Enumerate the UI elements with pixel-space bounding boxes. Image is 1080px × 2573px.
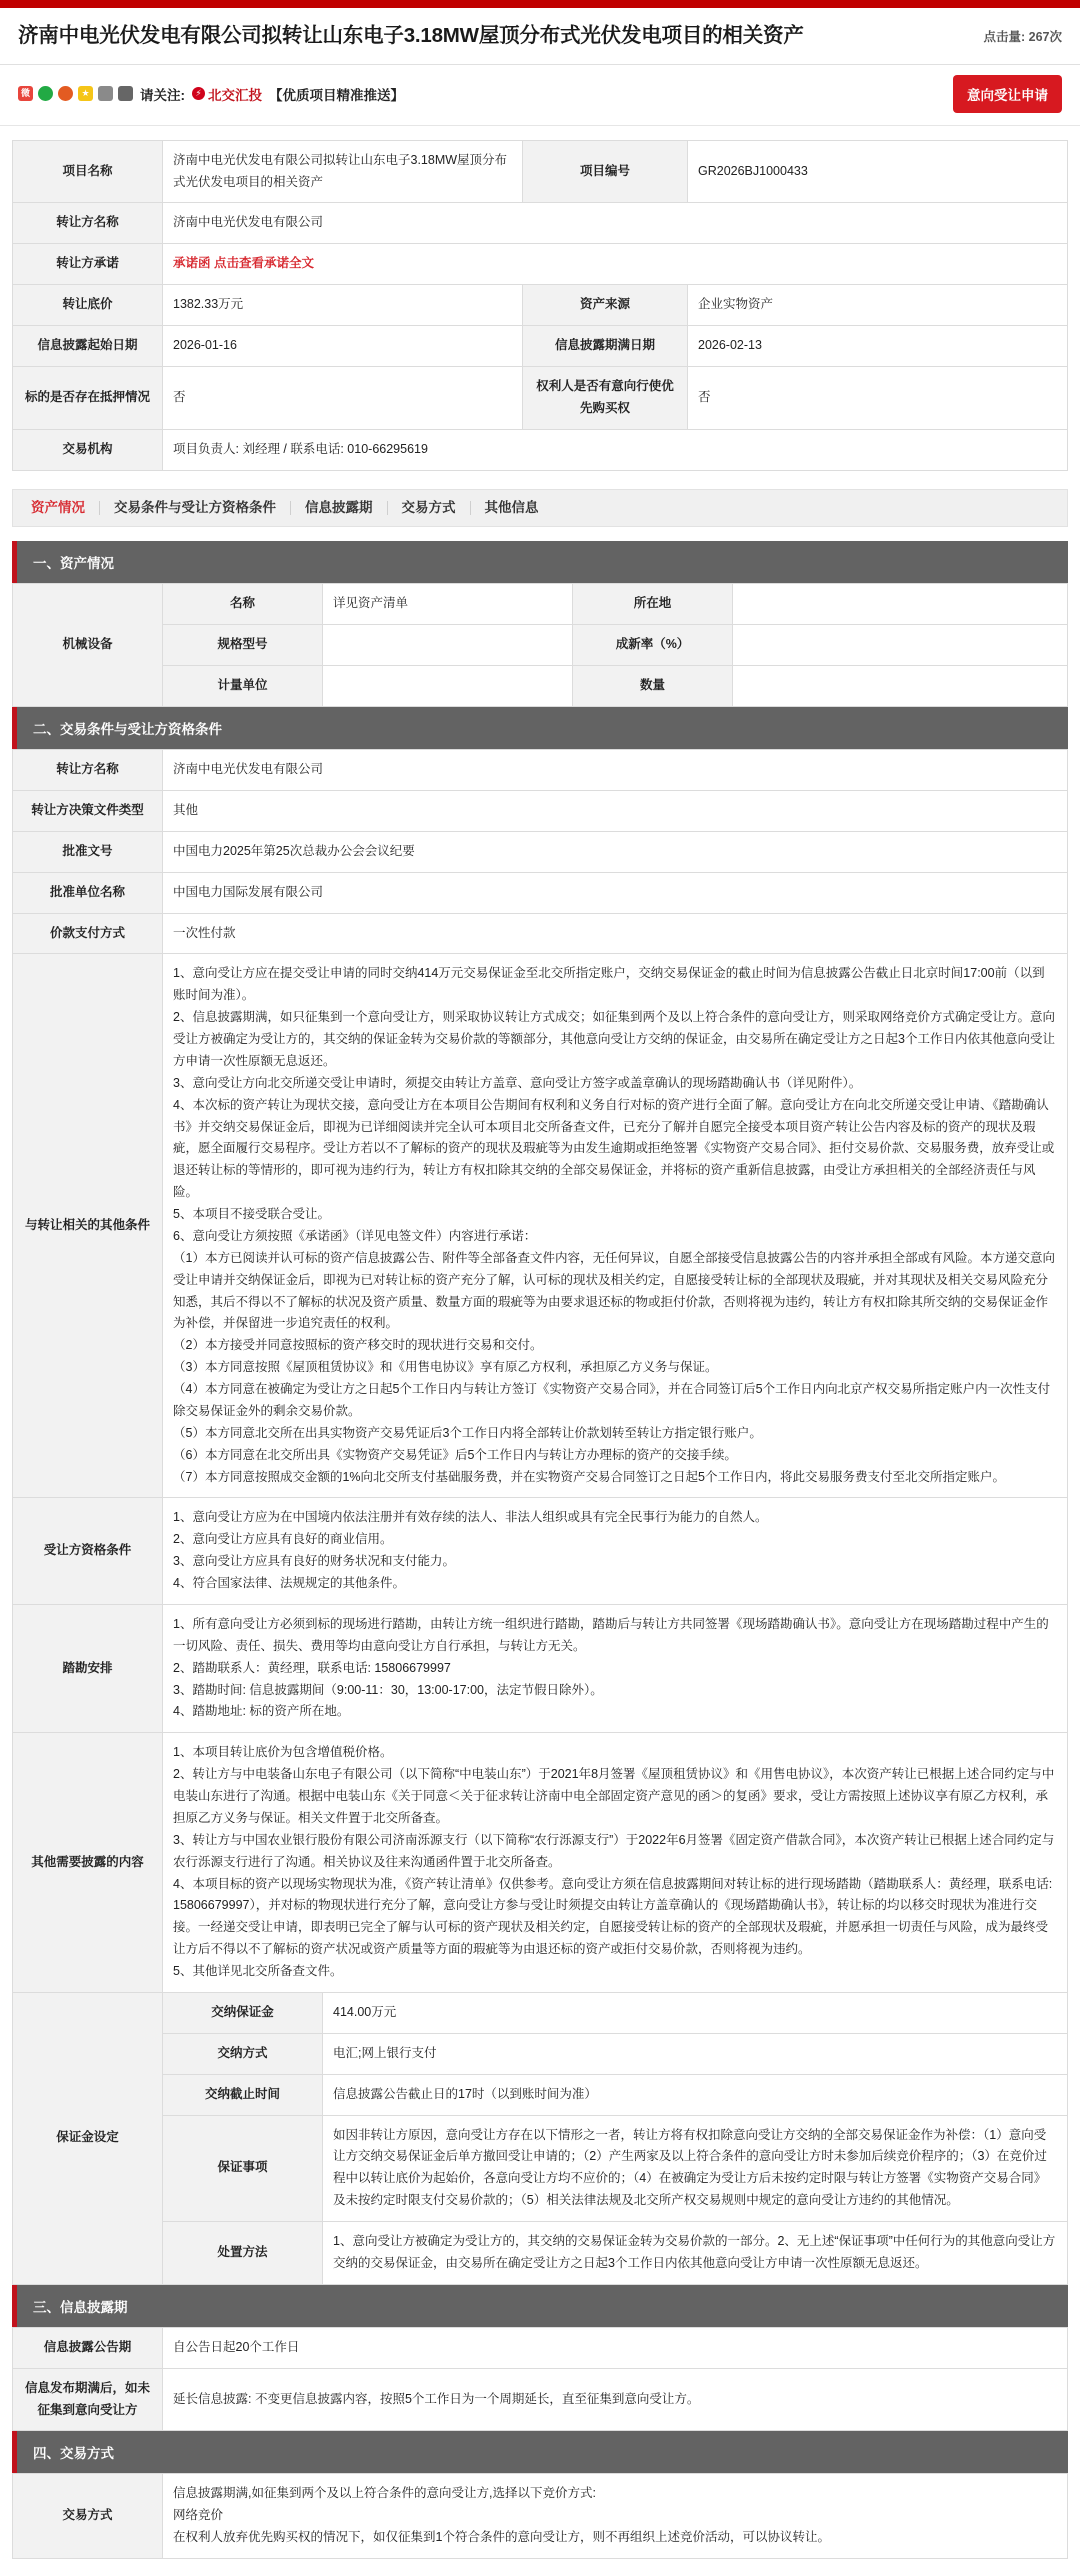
approval-no-label: 批准文号	[13, 831, 163, 872]
table-row	[13, 913, 1068, 954]
table-row	[13, 1992, 1068, 2033]
top-red-rule	[0, 0, 1080, 8]
share-bar	[0, 65, 1080, 126]
project-code-value: GR2026BJ1000433	[688, 140, 1068, 203]
project-info-table	[12, 140, 1068, 471]
equipment-model-value	[323, 625, 573, 666]
survey-item: 1、所有意向受让方必须到标的现场进行踏勘，由转让方统一组织进行踏勘，踏勘后与转让方共同签署《现场踏勘确认书》。意向受让方在现场踏勘过程中产生的一切风险、责任、损失、费用等均由意向受让方自行承担，与转让方无关。	[173, 1616, 1049, 1653]
disposal-value: 1、意向受让方被确定为受让方的，其交纳的交易保证金转为交易价款的一部分。2、无上述“保证事项”中任何行为的其他意向受让方交纳的交易保证金，由交易所在确定受让方之日起3个工作日内依其他意向受让方申请一次性原额无息返还。	[323, 2222, 1068, 2285]
project-code-label: 项目编号	[523, 140, 688, 203]
qualification-item: 2、意向受让方应具有良好的商业信用。	[173, 1532, 393, 1547]
table-row	[13, 1604, 1068, 1732]
tab-asset-situation[interactable]: 资产情况	[27, 501, 100, 516]
wechat-icon[interactable]	[38, 86, 53, 101]
disclose-end-value: 2026-02-13	[688, 326, 1068, 367]
table-row	[13, 625, 1068, 666]
project-name-label: 项目名称	[13, 140, 163, 203]
notice-period-label: 信息披露公告期	[13, 2327, 163, 2368]
approval-no-value: 中国电力2025年第25次总裁办公会会议纪要	[163, 831, 1068, 872]
share-icon-group	[18, 86, 133, 101]
notice-period-value: 自公告日起20个工作日	[163, 2327, 1068, 2368]
deposit-amount-value: 414.00万元	[323, 1992, 1068, 2033]
apply-button[interactable]: 意向受让申请	[953, 75, 1062, 113]
commitment-value	[163, 244, 1068, 285]
agency-label: 交易机构	[13, 429, 163, 470]
approval-unit-value: 中国电力国际发展有限公司	[163, 872, 1068, 913]
table-row	[13, 584, 1068, 625]
deposit-deadline-label: 交纳截止时间	[163, 2074, 323, 2115]
deposit-deadline-value: 信息披露公告截止日的17时（以到账时间为准）	[323, 2074, 1068, 2115]
payment-method-label: 价款支付方式	[13, 913, 163, 954]
payment-method-value: 一次性付款	[163, 913, 1068, 954]
table-row	[13, 872, 1068, 913]
table-row	[13, 366, 1068, 429]
survey-item: 2、踏勘联系人：黄经理，联系电话: 15806679997	[173, 1660, 451, 1675]
weibo-icon[interactable]: 微	[18, 86, 33, 101]
section-header-trade-conditions: 二、交易条件与受让方资格条件	[12, 707, 1068, 749]
equipment-newness-label: 成新率（%）	[573, 625, 733, 666]
mortgage-label: 标的是否存在抵押情况	[13, 366, 163, 429]
survey-item: 3、踏勘时间: 信息披露期间（9:00-11：30，13:00-17:00，法定节假日除外）。	[173, 1682, 603, 1697]
project-name-value: 济南中电光伏发电有限公司拟转让山东电子3.18MW屋顶分布式光伏发电项目的相关资产	[163, 140, 523, 203]
section-header-disclosure-period: 三、信息披露期	[12, 2285, 1068, 2327]
tab-trade-method[interactable]: 交易方式	[388, 501, 471, 516]
table-row	[13, 244, 1068, 285]
condition-item: 5、本项目不接受联合受让。	[173, 1207, 330, 1222]
table-row	[13, 2327, 1068, 2368]
table-row	[13, 954, 1068, 1498]
equipment-name-label: 名称	[163, 584, 323, 625]
condition-item: （3）本方同意按照《屋顶租赁协议》和《用售电协议》享有原乙方权利，承担原乙方义务与保证。	[173, 1360, 718, 1375]
tab-trade-conditions[interactable]: 交易条件与受让方资格条件	[100, 501, 291, 516]
survey-item: 4、踏勘地址: 标的资产所在地。	[173, 1704, 350, 1719]
section-header-asset-situation: 一、资产情况	[12, 541, 1068, 583]
brand-link[interactable]	[192, 84, 262, 104]
equipment-location-label: 所在地	[573, 584, 733, 625]
transferor-value: 济南中电光伏发电有限公司	[163, 203, 1068, 244]
table-row	[13, 140, 1068, 203]
other-conditions-value	[163, 954, 1068, 1498]
deposit-method-label: 交纳方式	[163, 2033, 323, 2074]
condition-item: 3、意向受让方向北交所递交受让申请时，须提交由转让方盖章、意向受让方签字或盖章确认的现场踏勘确认书（详见附件）。	[173, 1075, 862, 1090]
commitment-link[interactable]: 点击查看承诺全文	[214, 256, 315, 271]
hit-count: 点击量: 267次	[983, 29, 1062, 44]
condition-item: （1）本方已阅读并认可标的资产信息披露公告、附件等全部备查文件内容，无任何异议，自愿全部接受信息披露公告的内容并承担全部或有风险。本方递交意向受让申请并交纳保证金后，即视为已对转让标的资产充分了解，认可标的现状及相关约定，自愿接受转让标的全部现状及瑕疵，并对其现状及相关交易风险充分知悉，其后不得以不了解标的状况及资产质量、数量方面的瑕疵等为由要求退还标的物或拒付价款，否则将视为违约，转让方有权扣除其所交纳的交易保证金作为补偿，并保留进一步追究责任的权利。	[173, 1250, 1055, 1331]
condition-item: （6）本方同意在北交所出具《实物资产交易凭证》后5个工作日内与转让方办理标的资产的交接手续。	[173, 1447, 737, 1462]
condition-item: （2）本方接受并同意按照标的资产移交时的现状进行交易和交付。	[173, 1338, 543, 1353]
table-row	[13, 2474, 1068, 2559]
decision-doc-value: 其他	[163, 790, 1068, 831]
condition-item: （5）本方同意北交所在出具实物资产交易凭证后3个工作日内将全部转让价款划转至转让方指定银行账户。	[173, 1425, 762, 1440]
disposal-label: 处置方法	[163, 2222, 323, 2285]
agency-value: 项目负责人: 刘经理 / 联系电话: 010-66295619	[163, 429, 1068, 470]
trade-method-item: 信息披露期满,如征集到两个及以上符合条件的意向受让方,选择以下竞价方式:	[173, 2486, 596, 2501]
table-row	[13, 790, 1068, 831]
table-row	[13, 429, 1068, 470]
favorite-icon[interactable]: ★	[78, 86, 93, 101]
trade-method-item: 网络竞价	[173, 2508, 224, 2523]
section-tabs	[12, 489, 1068, 528]
equipment-location-value	[733, 584, 1068, 625]
disclose-item: 3、转让方与中国农业银行股份有限公司济南泺源支行（以下简称“农行泺源支行”）于2022年6月签署《固定资产借款合同》，本次资产转让已根据上述合同约定与农行泺源支行进行了沟通。相关协议及往来沟通函件置于北交所备查。	[173, 1832, 1055, 1869]
trade-method-table	[12, 2473, 1068, 2559]
survey-label: 踏勘安排	[13, 1604, 163, 1732]
mortgage-value: 否	[163, 366, 523, 429]
deposit-method-value: 电汇;网上银行支付	[323, 2033, 1068, 2074]
equipment-unit-label: 计量单位	[163, 666, 323, 707]
follow-label: 请关注:	[140, 87, 185, 103]
condition-item: 6、意向受让方须按照《承诺函》（详见电签文件）内容进行承诺：	[173, 1228, 537, 1243]
equipment-quantity-value	[733, 666, 1068, 707]
qualification-item: 1、意向受让方应为在中国境内依法注册并有效存续的法人、非法人组织或具有完全民事行为能力的自然人。	[173, 1510, 768, 1525]
trade-method-item: 在权利人放弃优先购买权的情况下，如仅征集到1个符合条件的意向受让方，则不再组织上述竞价活动，可以协议转让。	[173, 2530, 830, 2545]
qualification-item: 3、意向受让方应具有良好的财务状况和支付能力。	[173, 1554, 455, 1569]
disclose-start-label: 信息披露起始日期	[13, 326, 163, 367]
preemptive-label: 权利人是否有意向行使优先购买权	[523, 366, 688, 429]
condition-item: （4）本方同意在被确定为受让方之日起5个工作日内与转让方签订《实物资产交易合同》，并在合同签订后5个工作日内向北京产权交易所指定账户内一次性支付除交易保证金外的剩余交易价款。	[173, 1382, 1051, 1418]
disclose-item: 5、其他详见北交所备查文件。	[173, 1964, 343, 1979]
condition-item: （7）本方同意按照成交金额的1%向北交所支付基础服务费，并在实物资产交易合同签订之日起5个工作日内，将此交易服务费支付至北交所指定账户。	[173, 1469, 1005, 1484]
table-row	[13, 2033, 1068, 2074]
deposit-group-label: 保证金设定	[13, 1992, 163, 2284]
other-conditions-label: 与转让相关的其他条件	[13, 954, 163, 1498]
tab-disclosure-period[interactable]: 信息披露期	[291, 501, 388, 516]
table-row	[13, 326, 1068, 367]
table-row	[13, 2368, 1068, 2431]
extend-disclosure-value: 延长信息披露: 不变更信息披露内容，按照5个工作日为一个周期延长，直至征集到意向受让方。	[163, 2368, 1068, 2431]
equipment-newness-value	[733, 625, 1068, 666]
other-disclose-label: 其他需要披露的内容	[13, 1733, 163, 1993]
trade-method-value	[163, 2474, 1068, 2559]
extend-disclosure-label: 信息发布期满后，如未征集到意向受让方	[13, 2368, 163, 2431]
disclosure-period-table	[12, 2327, 1068, 2432]
condition-item: 1、意向受让方应在提交受让申请的同时交纳414万元交易保证金至北交所指定账户，交纳交易保证金的截止时间为信息披露公告截止日北京时间17:00前（以到账时间为准）。	[173, 966, 1045, 1003]
transferor-label: 转让方名称	[13, 203, 163, 244]
s2-transferor-label: 转让方名称	[13, 750, 163, 791]
disclose-start-value: 2026-01-16	[163, 326, 523, 367]
table-row	[13, 1733, 1068, 1993]
qualification-label: 受让方资格条件	[13, 1498, 163, 1605]
table-row	[13, 1498, 1068, 1605]
tab-other-info[interactable]: 其他信息	[484, 499, 539, 515]
guarantee-value: 如因非转让方原因，意向受让方存在以下情形之一者，转让方将有权扣除意向受让方交纳的全部交易保证金作为补偿：（1）意向受让方交纳交易保证金后单方撤回受让申请的；（2）产生两家及以上符合条件的意向受让方时未参加后续竞价程序的；（3）在竞价过程中以转让底价为起始价，各意向受让方均不应价的；（4）在被确定为受让方后未按约定时限与转让方签署《实物资产交易合同》及未按约定时限支付交易价款的；（5）相关法律法规及北交所产权交易规则中规定的意向受让方违约的其他情况。	[323, 2115, 1068, 2222]
deposit-amount-label: 交纳保证金	[163, 1992, 323, 2033]
asset-situation-table	[12, 583, 1068, 707]
disclose-item: 4、本项目标的资产以现场实物现状为准，《资产转让清单》仅供参考。意向受让方须在信息披露期间对转让标的进行现场踏勘（踏勘联系人：黄经理，联系电话: 15806679997），并对标的物现状进行充分了解，意向受让方参与受让时须提交由转让方盖章确认的《现场踏勘确认书》，转让标的均以移交时现状为准进行交接。一经递交受让申请，即表明已完全了解与认可标的资产现状及相关约定，自愿接受转让标的资产的全部现状及瑕疵，并愿承担一切责任与风险，成为最终受让方后不得以不了解标的资产状况或资产质量等方面的瑕疵等为由退还标的资产或拒付交易价款，否则将视为违约。	[173, 1876, 1053, 1957]
commitment-text: 承诺函	[173, 256, 211, 271]
table-row	[13, 2222, 1068, 2285]
equipment-name-value: 详见资产清单	[323, 584, 573, 625]
trade-conditions-table	[12, 749, 1068, 2285]
disclose-item: 2、转让方与中电装备山东电子有限公司（以下简称“中电装山东”）于2021年8月签署《屋顶租赁协议》和《用售电协议》，本次资产转让已根据上述合同约定与中电装山东进行了沟通。根据中电装山东《关于同意＜关于征求转让济南中电全部固定资产意见的函＞的复函》要求，受让方需按照上述协议享有原乙方权利，承担原乙方义务与保证。相关文件置于北交所备查。	[173, 1767, 1055, 1825]
qualification-value	[163, 1498, 1068, 1605]
brand-tagline: 【优质项目精准推送】	[269, 87, 404, 103]
s2-transferor-value: 济南中电光伏发电有限公司	[163, 750, 1068, 791]
table-row	[13, 666, 1068, 707]
table-row	[13, 750, 1068, 791]
asset-source-label: 资产来源	[523, 285, 688, 326]
section-header-trade-method: 四、交易方式	[12, 2431, 1068, 2473]
other-disclose-value	[163, 1733, 1068, 1993]
condition-item: 2、信息披露期满，如只征集到一个意向受让方，则采取协议转让方式成交；如征集到两个及以上符合条件的意向受让方，则采取网络竞价方式确定受让方。意向受让方被确定为受让方的，其交纳的保证金转为交易价款的等额部分，其他意向受让方交纳的保证金，由交易所在确定受让方之日起3个工作日内依其他意向受让方申请一次性原额无息返还。	[173, 1010, 1055, 1068]
equipment-model-label: 规格型号	[163, 625, 323, 666]
qzone-icon[interactable]	[98, 86, 113, 101]
condition-item: 4、本次标的资产转让为现状交接，意向受让方在本项目公告期间有权利和义务自行对标的资产进行全面了解。意向受让方在向北交所递交受让申请、《踏勘确认书》并交纳交易保证金后，即视为已详细阅读并完全认可本项目北交所备查文件，已充分了解并自愿完全接受本项目资产转让公告内容及标的资产的现状及瑕疵，愿全面履行交易程序。受让方若以不了解标的资产的现状及瑕疵等为由发生逾期或拒绝签署《实物资产交易合同》、拒付交易价款、交易服务费，放弃受让或退还转让标的等情形的，即可视为违约行为，转让方有权扣除其交纳的全部交易保证金，并将标的资产重新信息披露，由受让方承担相关的全部经济责任与风险。	[173, 1097, 1055, 1200]
disclose-end-label: 信息披露期满日期	[523, 326, 688, 367]
lightning-icon: ⚡	[192, 87, 205, 100]
page-title: 济南中电光伏发电有限公司拟转让山东电子3.18MW屋顶分布式光伏发电项目的相关资产	[18, 24, 804, 47]
table-row	[13, 831, 1068, 872]
guarantee-label: 保证事项	[163, 2115, 323, 2222]
table-row	[13, 285, 1068, 326]
equipment-group-label: 机械设备	[13, 584, 163, 707]
trade-method-label: 交易方式	[13, 2474, 163, 2559]
qq-icon[interactable]	[58, 86, 73, 101]
approval-unit-label: 批准单位名称	[13, 872, 163, 913]
table-row	[13, 2074, 1068, 2115]
asset-source-value: 企业实物资产	[688, 285, 1068, 326]
disclose-item: 1、本项目转让底价为包含增值税价格。	[173, 1745, 393, 1760]
survey-value	[163, 1604, 1068, 1732]
decision-doc-label: 转让方决策文件类型	[13, 790, 163, 831]
base-price-value: 1382.33万元	[163, 285, 523, 326]
equipment-quantity-label: 数量	[573, 666, 733, 707]
base-price-label: 转让底价	[13, 285, 163, 326]
equipment-unit-value	[323, 666, 573, 707]
print-icon[interactable]	[118, 86, 133, 101]
page-header	[0, 8, 1080, 65]
table-row	[13, 2115, 1068, 2222]
table-row	[13, 203, 1068, 244]
qualification-item: 4、符合国家法律、法规规定的其他条件。	[173, 1576, 405, 1591]
preemptive-value: 否	[688, 366, 1068, 429]
brand-name: 北交汇投	[208, 87, 262, 103]
commitment-label: 转让方承诺	[13, 244, 163, 285]
